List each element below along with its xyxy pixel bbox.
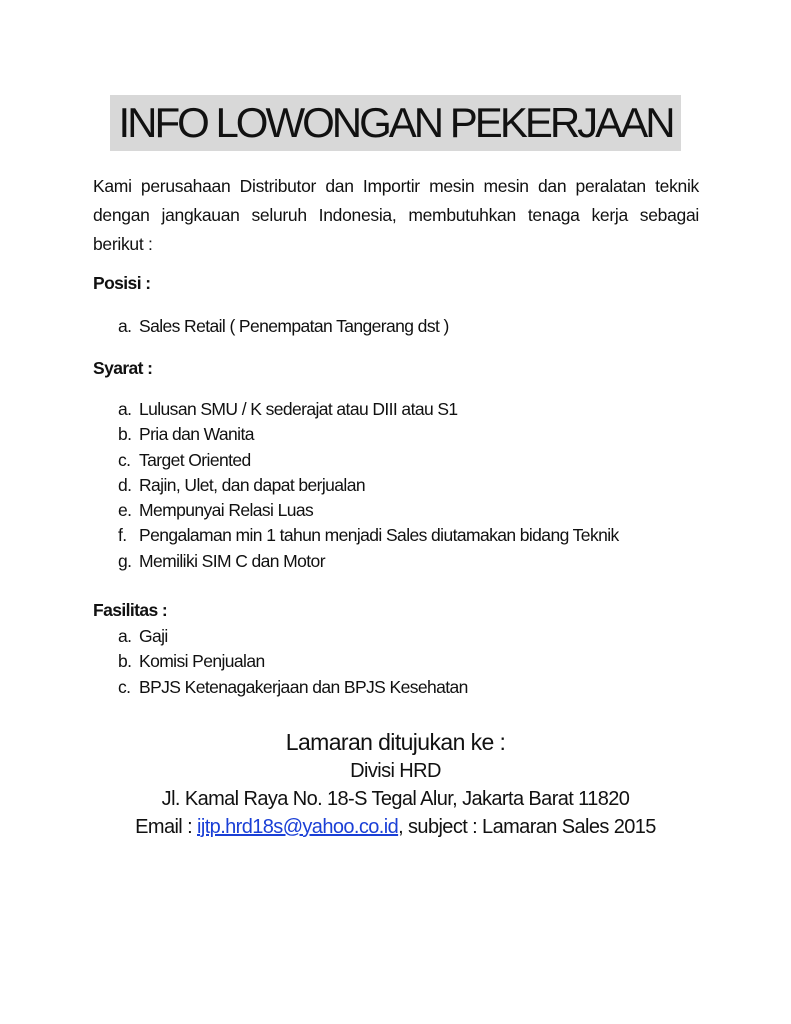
email-suffix: , subject : Lamaran Sales 2015 <box>398 816 656 838</box>
email-link[interactable]: ijtp.hrd18s@yahoo.co.id <box>197 816 399 838</box>
list-marker: d. <box>118 474 132 495</box>
list-item <box>118 675 468 700</box>
list-item <box>118 448 619 473</box>
list-item-text: Sales Retail ( Penempatan Tangerang dst ) <box>139 316 449 336</box>
email-prefix: Email : <box>135 816 198 838</box>
list-marker: c. <box>118 676 131 697</box>
posisi-heading: Posisi : <box>93 273 151 293</box>
document-title: INFO LOWONGAN PEKERJAAN <box>110 95 681 151</box>
lamaran-heading: Lamaran ditujukan ke : <box>285 729 506 755</box>
list-item-text: Target Oriented <box>139 449 251 470</box>
list-marker: f. <box>118 525 127 546</box>
list-item-text: Pengalaman min 1 tahun menjadi Sales diutamakan bidang Teknik <box>139 525 619 546</box>
list-item-text: BPJS Ketenagakerjaan dan BPJS Kesehatan <box>139 676 468 697</box>
list-item-text: Memiliki SIM C dan Motor <box>139 550 325 571</box>
list-item <box>118 624 468 649</box>
list-item-text: Pria dan Wanita <box>139 424 254 445</box>
list-item <box>118 523 619 548</box>
list-item <box>118 498 619 523</box>
list-marker: c. <box>118 449 131 470</box>
syarat-heading: Syarat : <box>93 358 153 378</box>
list-marker: a. <box>118 316 132 336</box>
intro-paragraph: Kami perusahaan Distributor dan Importir mesin mesin dan peralatan teknik dengan jangkauan seluruh Indonesia, membutuhkan tenaga kerja sebagai berikut : <box>93 176 699 254</box>
list-item <box>118 397 619 422</box>
posisi-list <box>118 314 449 339</box>
fasilitas-list <box>118 624 468 700</box>
list-item <box>118 549 619 574</box>
list-item-text: Gaji <box>139 626 168 646</box>
list-item-text: Mempunyai Relasi Luas <box>139 500 314 521</box>
email-line <box>0 816 791 839</box>
divisi-text: Divisi HRD <box>350 760 441 782</box>
list-item <box>118 422 619 447</box>
list-item-text: Komisi Penjualan <box>139 651 265 672</box>
address-text: Jl. Kamal Raya No. 18-S Tegal Alur, Jakarta Barat 11820 <box>161 788 630 810</box>
syarat-list <box>118 397 619 574</box>
list-item <box>118 314 449 339</box>
list-marker: b. <box>118 424 132 445</box>
fasilitas-heading: Fasilitas : <box>93 600 168 620</box>
list-marker: g. <box>118 550 132 571</box>
list-item <box>118 473 619 498</box>
list-item <box>118 649 468 674</box>
list-marker: b. <box>118 651 132 672</box>
list-item-text: Lulusan SMU / K sederajat atau DIII atau S1 <box>139 399 458 419</box>
list-item-text: Rajin, Ulet, dan dapat berjualan <box>139 474 365 495</box>
list-marker: e. <box>118 500 132 521</box>
list-marker: a. <box>118 626 132 646</box>
list-marker: a. <box>118 399 132 419</box>
